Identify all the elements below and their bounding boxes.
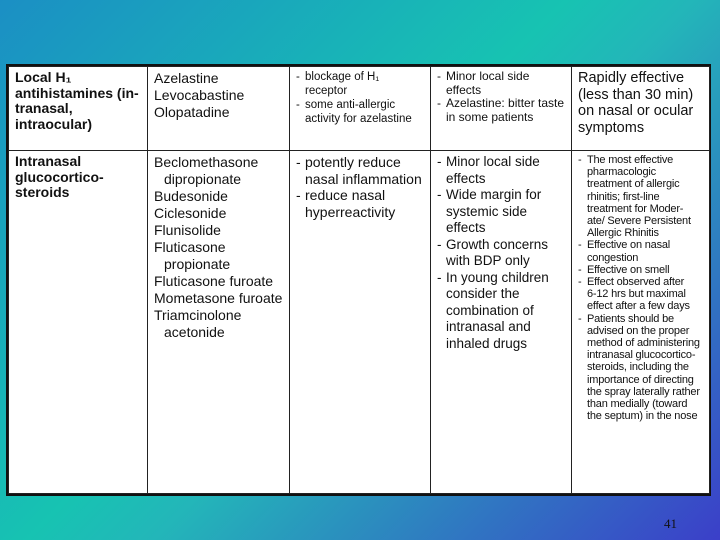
bullet-dash: - [437, 269, 442, 285]
mechanism-cell [290, 67, 431, 151]
category-line: Intranasal [15, 153, 82, 169]
mechanism-line: reduce nasal [305, 187, 386, 203]
comment-line: congestion [587, 251, 639, 264]
comment-item [578, 239, 705, 263]
comment-line: intranasal glucocortico- [587, 349, 696, 362]
comment-line: (less than 30 min) [578, 86, 694, 103]
comment-line: Effect observed after [587, 276, 685, 289]
mechanism-item [296, 154, 426, 187]
side-effect-line: Minor local side [446, 154, 540, 169]
category-line: glucocortico- [15, 168, 104, 185]
page-number: 41 [664, 516, 677, 531]
bullet-dash: - [578, 276, 582, 289]
side-effect-line: systemic side [446, 203, 528, 219]
bullet-dash: - [578, 239, 582, 252]
mechanism-line: some anti-allergic [305, 99, 396, 111]
comment-line: Patients should be [587, 312, 674, 325]
side-effect-line: effects [446, 220, 486, 235]
comment-line: advised on the proper [587, 324, 690, 337]
comment-line: Allergic Rhinitis [587, 227, 659, 240]
side-effect-line: Azelastine: bitter taste [446, 96, 565, 110]
comment-line: Rapidly effective [578, 70, 685, 86]
category-line: Local H₁ [15, 69, 72, 85]
table-row-glucocorticosteroids [9, 151, 710, 494]
side-effect-item [437, 97, 567, 124]
mechanism-item [296, 70, 426, 98]
bullet-dash: - [296, 71, 300, 83]
bullet-dash: - [296, 154, 301, 170]
mechanism-line: potently reduce [305, 154, 401, 170]
table-panel [6, 64, 711, 496]
side-effect-item [437, 70, 567, 97]
comment-line: on nasal or ocular [578, 103, 694, 119]
category-line: steroids [15, 184, 70, 200]
side-effects-cell [431, 67, 572, 151]
comment-line: The most effective [587, 154, 674, 166]
comment-line: 6-12 hrs but maximal [587, 288, 686, 301]
category-cell [9, 151, 148, 494]
comment-item [578, 264, 705, 276]
side-effect-line: In young children [446, 269, 549, 285]
table-row-antihistamines [9, 67, 710, 151]
bullet-dash: - [437, 187, 442, 202]
mechanism-line: nasal inflammation [305, 170, 422, 187]
drug-name: Ciclesonide [154, 205, 227, 221]
comment-line: steroids, including the [587, 361, 689, 374]
mechanism-line: activity for azelastine [305, 113, 412, 125]
drug-name: Levocabastine [154, 87, 245, 103]
mechanism-cell [290, 151, 431, 494]
bullet-dash: - [437, 236, 442, 252]
category-cell [9, 67, 148, 151]
side-effect-item [437, 270, 567, 353]
side-effect-line: Wide margin for [446, 187, 542, 202]
comment-item [578, 276, 705, 313]
drug-name: Azelastine [154, 70, 219, 86]
comment-line: the septum) in the nose [587, 410, 698, 423]
comment-line: ate/ Severe Persistent [587, 215, 691, 228]
drug-table [8, 66, 710, 494]
comment-item [578, 154, 705, 239]
bullet-dash: - [296, 187, 301, 203]
bullet-dash: - [437, 96, 441, 110]
drug-name: Flunisolide [154, 222, 221, 238]
bullet-dash: - [296, 99, 300, 111]
side-effect-line: inhaled drugs [446, 335, 528, 351]
bullet-dash: - [578, 312, 582, 325]
comment-line: Effective on nasal [587, 239, 671, 252]
comment-line: than medially (toward [587, 398, 688, 411]
side-effects-cell [431, 151, 572, 494]
comment-item [578, 313, 705, 423]
comment-line: symptoms [578, 119, 645, 136]
side-effect-line: intranasal and [446, 319, 531, 334]
drug-name: Beclomethasone [154, 154, 259, 170]
mechanism-line: blockage of H₁ [305, 71, 380, 83]
side-effect-line: in some patients [446, 109, 534, 124]
side-effect-line: combination of [446, 302, 534, 318]
comment-line: the spray laterally rather [587, 385, 700, 398]
drug-name: acetonide [164, 324, 225, 340]
comment-line: Effective on smell [587, 263, 670, 276]
comment-line: method of administering [587, 337, 700, 350]
bullet-dash: - [578, 154, 582, 166]
comments-cell [572, 67, 710, 151]
mechanism-line: receptor [305, 85, 348, 97]
drug-name: Fluticasone [154, 239, 226, 255]
mechanism-item [296, 187, 426, 220]
category-line: intraocular) [15, 115, 93, 132]
bullet-dash: - [578, 263, 582, 276]
comment-line: rhinitis; first-line [587, 190, 660, 203]
comment-line: pharmacologic [587, 166, 656, 179]
comment-line: importance of directing [587, 373, 694, 386]
category-line: tranasal, [15, 100, 73, 116]
drug-name: dipropionate [164, 171, 242, 187]
drug-name: Triamcinolone [154, 307, 242, 323]
side-effect-item [437, 187, 567, 237]
side-effect-line: effects [446, 170, 486, 186]
mechanism-line: hyperreactivity [305, 203, 396, 220]
drug-name: Fluticasone furoate [154, 273, 274, 289]
side-effect-item [437, 237, 567, 270]
drug-name: propionate [164, 256, 231, 272]
side-effect-line: consider the [446, 286, 520, 301]
category-line: antihistamines (in- [15, 84, 139, 101]
comments-cell [572, 151, 710, 494]
bullet-dash: - [437, 154, 442, 169]
mechanism-item [296, 98, 426, 126]
drug-name: Mometasone furoate [154, 290, 283, 306]
side-effect-line: effects [446, 82, 482, 97]
comment-line: effect after a few days [587, 300, 690, 313]
comment-line: treatment for Moder- [587, 202, 684, 215]
side-effect-line: Growth concerns [446, 236, 549, 252]
side-effect-line: Minor local side [446, 69, 530, 83]
drugs-cell [148, 67, 290, 151]
comment-line: treatment of allergic [587, 178, 680, 191]
bullet-dash: - [437, 69, 441, 83]
drugs-cell [148, 151, 290, 494]
side-effect-item [437, 154, 567, 187]
drug-name: Budesonide [154, 188, 228, 204]
side-effect-line: with BDP only [446, 253, 530, 268]
drug-name: Olopatadine [154, 104, 230, 120]
